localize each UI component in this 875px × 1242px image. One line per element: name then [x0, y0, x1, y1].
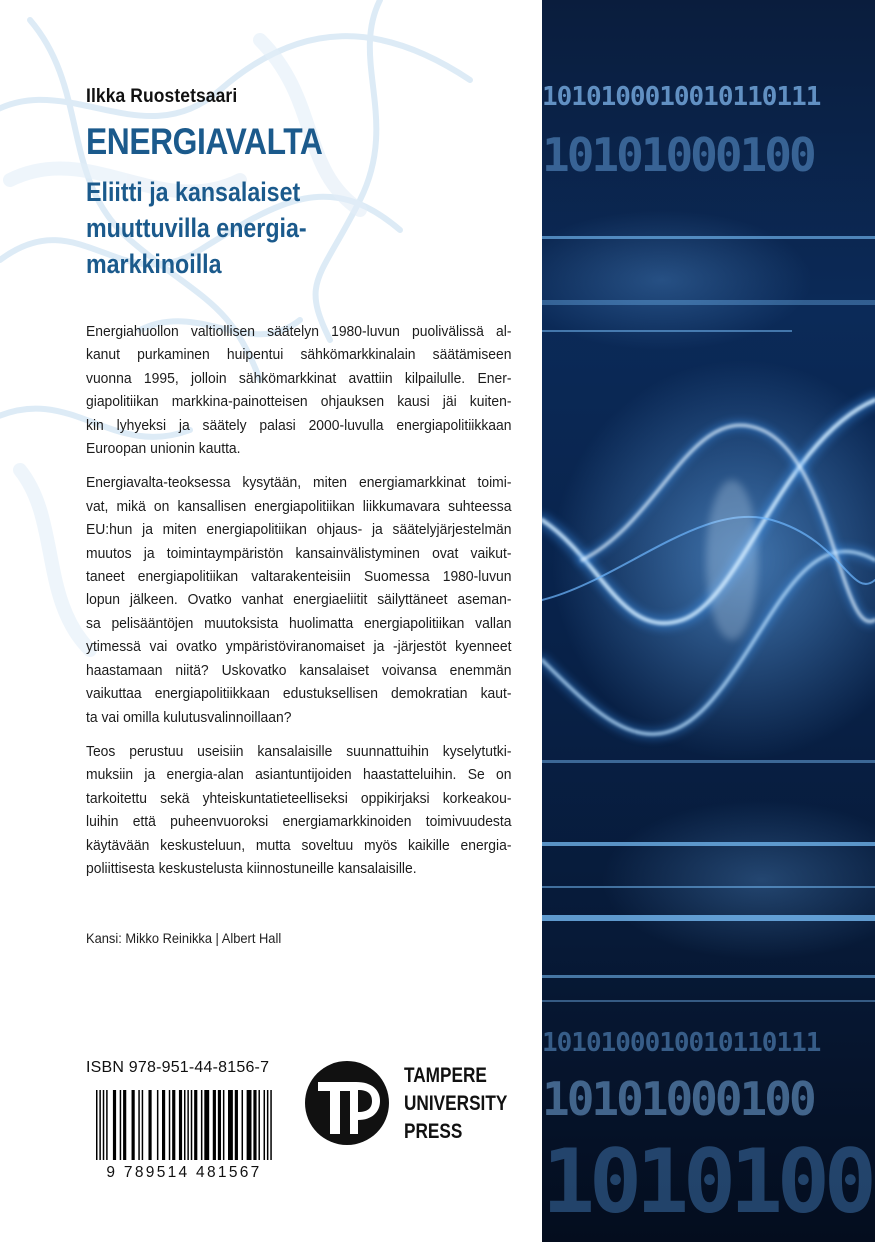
subtitle-line: Eliitti ja kansalaiset: [86, 177, 301, 207]
barcode-bar: [264, 1090, 265, 1160]
barcode-bar: [194, 1090, 197, 1160]
text-line: Teos perustuu useisiin kansalaisille suunnattuihin kyselytutki-: [86, 742, 512, 760]
barcode-bar: [242, 1090, 243, 1160]
barcode-bar: [253, 1090, 256, 1160]
barcode-digits: 9 789514 481567: [106, 1164, 262, 1180]
blurb-text: [86, 320, 511, 891]
barcode-bar: [218, 1090, 221, 1160]
barcode-bar: [120, 1090, 121, 1160]
binary-row: 10101000100: [542, 128, 814, 182]
text-line: poliittisesta keskustelusta kiinnostuneille kansalaisille.: [86, 859, 417, 877]
blurb-paragraph: [86, 320, 511, 460]
barcode-icon: [86, 1090, 282, 1180]
text-line: EU:hun ja miten energiapolitiikan ohjaus- ja säätelyjärjestelmän: [86, 521, 512, 539]
text-line: muutos ja toimintaympäristön kansainvälistyminen ovat vaikut-: [86, 544, 512, 562]
barcode-bar: [103, 1090, 104, 1160]
text-line: sa pelisääntöjen muutoksista huolimatta energiapolitiikan vallan: [86, 614, 512, 632]
barcode-bar: [270, 1090, 271, 1160]
barcode-bar: [113, 1090, 116, 1160]
blurb-paragraph: [86, 740, 511, 880]
barcode-bar: [184, 1090, 185, 1160]
subtitle-line: muuttuvilla energia-: [86, 213, 307, 243]
text-line: Energiavalta-teoksessa kysytään, miten energiamarkkinat toimi-: [86, 474, 512, 492]
barcode-bar: [172, 1090, 175, 1160]
text-line: Energiahuollon valtiollisen säätelyn 1980-luvun puolivälissä al-: [86, 323, 512, 340]
text-line: vuonna 1995, jolloin sähkömarkkinat avattiin kilpailulle. Ener-: [86, 369, 512, 387]
barcode-bar: [201, 1090, 202, 1160]
barcode-bar: [267, 1090, 268, 1160]
text-line: vat, mikä on kansallisen energiapolitiikan liikkumavara suhteessa: [86, 497, 512, 515]
cover-image-binary-waves: [542, 0, 875, 1242]
text-line: käytävään keskusteluun, mutta soveltuu myös kaikille energia-: [86, 836, 512, 854]
text-line: lopun jälkeen. Ovatko vanhat energiaeliitit säilyttäneet aseman-: [86, 591, 512, 609]
binary-row: 1010100: [542, 1130, 871, 1233]
barcode-bar: [213, 1090, 216, 1160]
barcode-bar: [191, 1090, 192, 1160]
tampere-university-press-logo-icon: [304, 1060, 390, 1146]
barcode-bar: [148, 1090, 151, 1160]
publisher-line: TAMPERE: [404, 1064, 487, 1087]
text-line: vaikuttaa energiapolitiikkaan edustuksellisen demokratian kaut-: [86, 685, 512, 703]
text-line: kanut purkaminen huipentui sähkömarkkinalain säätämiseen: [86, 346, 512, 364]
text-line: muksiin ja energia-alan asiantuntijoiden haastatteluihin. Se on: [86, 766, 512, 784]
barcode-bar: [138, 1090, 139, 1160]
barcode-bar: [204, 1090, 209, 1160]
barcode-bar: [99, 1090, 100, 1160]
publisher-name: [404, 1062, 507, 1146]
book-title: ENERGIAVALTA: [86, 121, 323, 162]
barcode-bar: [123, 1090, 126, 1160]
barcode-bar: [169, 1090, 170, 1160]
barcode-bar: [132, 1090, 135, 1160]
text-line: Euroopan unionin kautta.: [86, 440, 241, 458]
text-line: taneet energiapolitiikan valtarakenteisiin Suomessa 1980-luvun: [86, 568, 512, 586]
text-line: luihin että puheenvuoroksi energiamarkkinoiden toimivuudesta: [86, 813, 512, 831]
barcode-bar: [223, 1090, 224, 1160]
text-line: ta vai omilla kulutusvalinnoillaan?: [86, 708, 292, 726]
barcode-bar: [179, 1090, 182, 1160]
barcode-bar: [106, 1090, 107, 1160]
binary-row: 1010100010010110111: [542, 82, 821, 112]
barcode-bar: [157, 1090, 158, 1160]
text-line: kin lyhyeksi ja säätely palasi 2000-luvulla energiapolitiikkaan: [86, 416, 512, 434]
text-line: haastamaan niitä? Uskovatko kansalaiset voivansa enemmän: [86, 661, 512, 679]
barcode-bar: [187, 1090, 188, 1160]
isbn-number: ISBN 978-951-44-8156-7: [86, 1059, 270, 1076]
binary-row: 1010100010010110111: [542, 1028, 821, 1058]
publisher-line: UNIVERSITY: [404, 1092, 508, 1115]
barcode-bar: [96, 1090, 97, 1160]
text-line: giapolitiikan markkina-painotteisen ohjauksen kausi jäi kuiten-: [86, 393, 512, 411]
barcode-bar: [142, 1090, 143, 1160]
author-name: Ilkka Ruostetsaari: [86, 86, 238, 107]
book-subtitle: [86, 174, 447, 282]
text-line: tarkoitettu sekä yhteiskuntatieteelliseksi oppikirjaksi korkeakou-: [86, 789, 512, 807]
barcode-bar: [247, 1090, 252, 1160]
text-line: ytimessä vai ovatko ympäristöviranomaiset ja -järjestöt kyenneet: [86, 638, 512, 656]
barcode-bar: [258, 1090, 259, 1160]
binary-row: 10101000100: [542, 1072, 814, 1126]
barcode-bar: [162, 1090, 165, 1160]
barcode-bar: [235, 1090, 238, 1160]
barcode-bar: [228, 1090, 233, 1160]
blurb-paragraph: [86, 471, 511, 728]
cover-credits: Kansi: Mikko Reinikka | Albert Hall: [86, 930, 282, 946]
publisher-line: PRESS: [404, 1120, 463, 1143]
subtitle-line: markkinoilla: [86, 249, 222, 279]
